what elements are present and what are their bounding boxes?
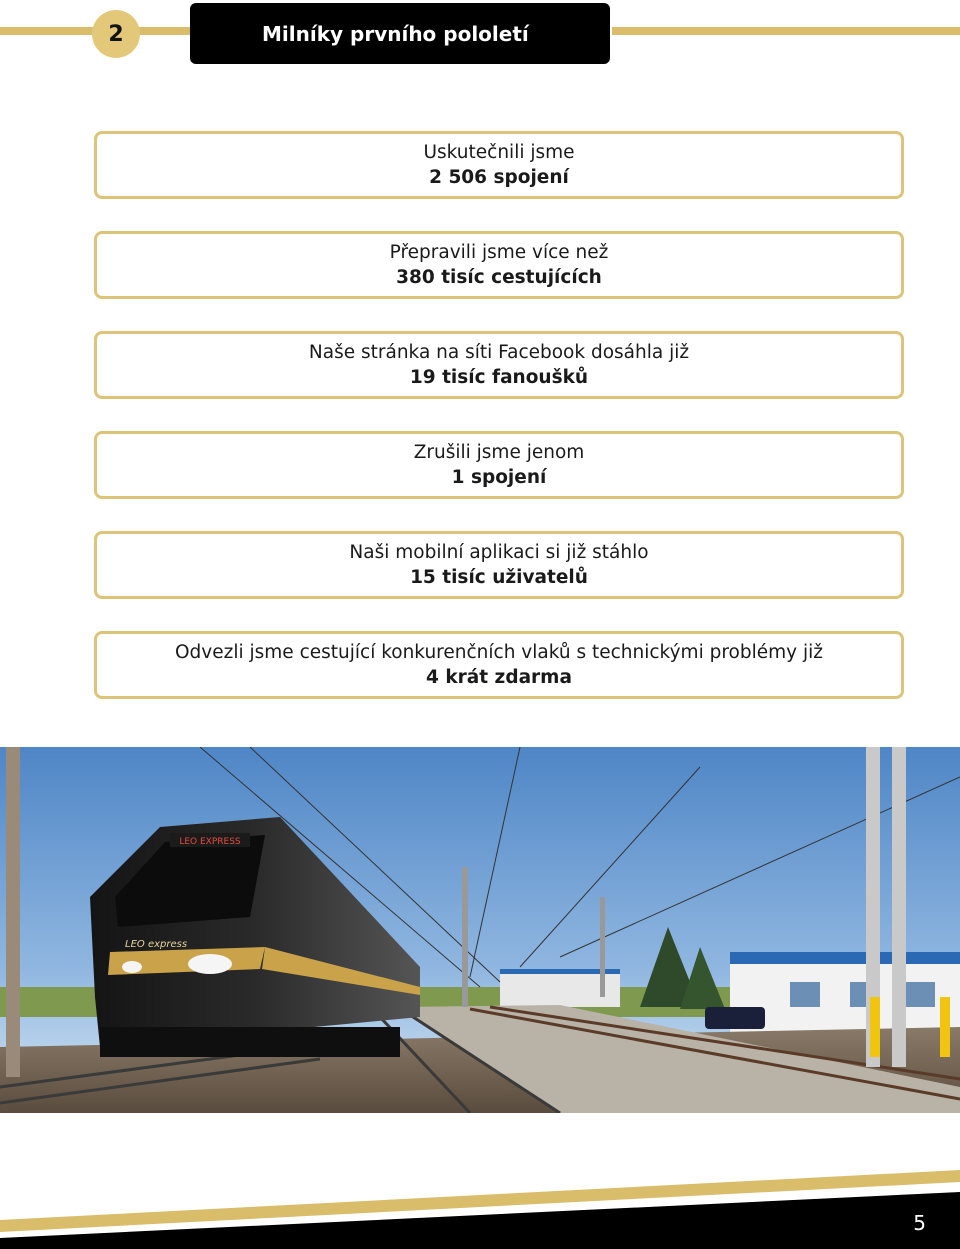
chapter-number: 2: [108, 21, 124, 47]
milestone-highlight: 4 krát zdarma: [426, 667, 572, 688]
milestone-highlight: 1 spojení: [451, 467, 547, 488]
milestone-text: Zrušili jsme jenom: [413, 442, 585, 463]
header-rule-right: [612, 27, 960, 35]
train-station-photo: [0, 747, 960, 1113]
page-number: 5: [913, 1211, 926, 1235]
milestone-box: [94, 331, 904, 399]
milestone-box: [94, 631, 904, 699]
chapter-number-badge: [92, 10, 140, 58]
milestone-text: Naše stránka na síti Facebook dosáhla již: [308, 342, 690, 363]
milestone-highlight: 19 tisíc fanoušků: [409, 367, 589, 388]
milestone-box: [94, 231, 904, 299]
train-logo: LEO express: [125, 939, 188, 950]
milestone-highlight: 2 506 spojení: [429, 167, 569, 188]
milestone-box: [94, 531, 904, 599]
milestone-text: Odvezli jsme cestující konkurenčních vlaků s technickými problémy již: [175, 642, 823, 663]
milestone-highlight: 15 tisíc uživatelů: [410, 567, 588, 588]
milestone-text: Uskutečnili jsme: [423, 142, 575, 163]
milestone-text: Naši mobilní aplikaci si již stáhlo: [349, 542, 649, 563]
milestone-highlight: 380 tisíc cestujících: [396, 267, 602, 288]
section-title-text: Milníky prvního pololetí: [262, 21, 529, 46]
train-destination-sign: LEO EXPRESS: [179, 837, 241, 847]
milestone-text: Přepravili jsme více než: [389, 242, 609, 263]
milestone-box: [94, 131, 904, 199]
page-footer: [0, 1150, 960, 1249]
milestone-box: [94, 431, 904, 499]
section-title: [190, 3, 610, 64]
